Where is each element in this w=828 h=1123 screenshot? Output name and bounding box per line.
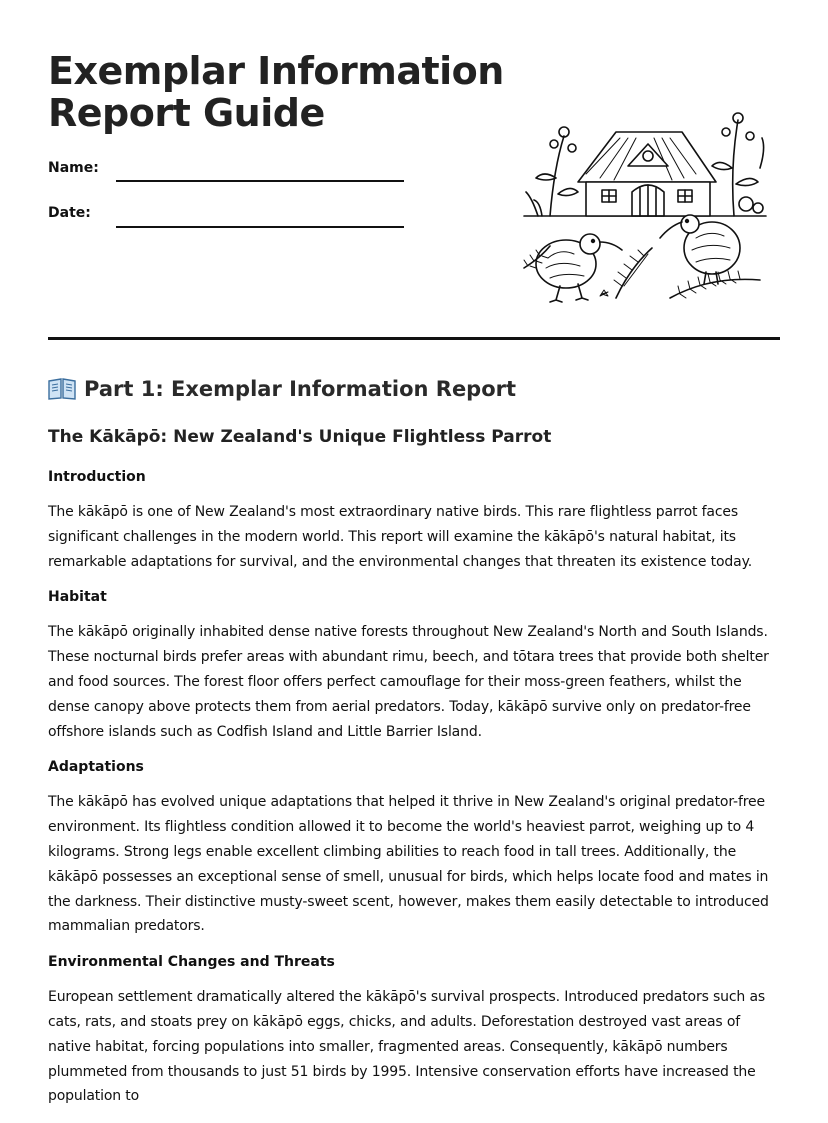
kiwi-bird-icon xyxy=(660,215,740,284)
flower-icon xyxy=(712,113,764,216)
section-body-environmental-changes: European settlement dramatically altered the kākāpō's survival prospects. Introduced predators such as cats, rats, and stoats prey on kākāpō eggs, chicks, and adults. Deforestation destroyed vast areas of native habitat, forcing populations into smaller, fragmented areas. Consequently, kākāpō numbers plummeted from thousands to just 51 birds by 1995. Intensive conservation efforts have increased the population to xyxy=(48,989,766,1105)
section-heading-adaptations: Adaptations xyxy=(48,759,144,776)
fern-icon xyxy=(600,248,652,298)
section-body-habitat: The kākāpō originally inhabited dense native forests throughout New Zealand's North and South Islands. These nocturnal birds prefer areas with abundant rimu, beech, and tōtara trees that provide both shelter and food sources. The forest floor offers perfect camouflage for their moss-green feathers, whilst the dense canopy above protects them from aerial predators. Today, kākāpō survive only on predator-free offshore islands such as Codfish Island and Little Barrier Island. xyxy=(48,624,769,740)
kiwi-bird-icon xyxy=(536,234,622,302)
date-label: Date: xyxy=(48,205,91,221)
page-title xyxy=(48,50,504,134)
open-book-icon xyxy=(48,378,76,400)
section-body-introduction: The kākāpō is one of New Zealand's most extraordinary native birds. This rare flightless parrot faces significant challenges in the modern world. This report will examine the kākāpō's natural habitat, its remarkable adaptations for survival, and the environmental changes that threaten its existence today. xyxy=(48,504,753,570)
part-1-heading-text: Part 1: Exemplar Information Report xyxy=(84,377,517,401)
section-heading-habitat: Habitat xyxy=(48,589,107,606)
page-title-line-2: Report Guide xyxy=(48,91,325,135)
section-divider xyxy=(48,337,780,340)
date-field[interactable] xyxy=(116,226,404,228)
section-body-adaptations: The kākāpō has evolved unique adaptations that helped it thrive in New Zealand's original predator-free environment. Its flightless condition allowed it to become the world's heaviest parrot, weighing up to 4 kilograms. Strong legs enable excellent climbing abilities to reach food in tall trees. Additionally, the kākāpō possesses an exceptional sense of smell, unusual for birds, which helps locate food and mates in the darkness. Their distinctive musty-sweet scent, however, makes them easily detectable to introduced mammalian predators. xyxy=(48,794,769,935)
name-label: Name: xyxy=(48,160,99,176)
main-content xyxy=(48,372,783,1123)
page-title-line-1: Exemplar Information xyxy=(48,49,504,93)
house-and-kiwi-illustration xyxy=(520,108,770,304)
section-heading-environmental-changes: Environmental Changes and Threats xyxy=(48,954,335,971)
house-icon xyxy=(578,132,716,216)
report-title: The Kākāpō: New Zealand's Unique Flightless Parrot xyxy=(48,427,552,447)
section-heading-introduction: Introduction xyxy=(48,469,146,485)
flower-icon xyxy=(526,127,578,216)
part-1-heading xyxy=(48,372,783,406)
name-field[interactable] xyxy=(116,180,404,182)
